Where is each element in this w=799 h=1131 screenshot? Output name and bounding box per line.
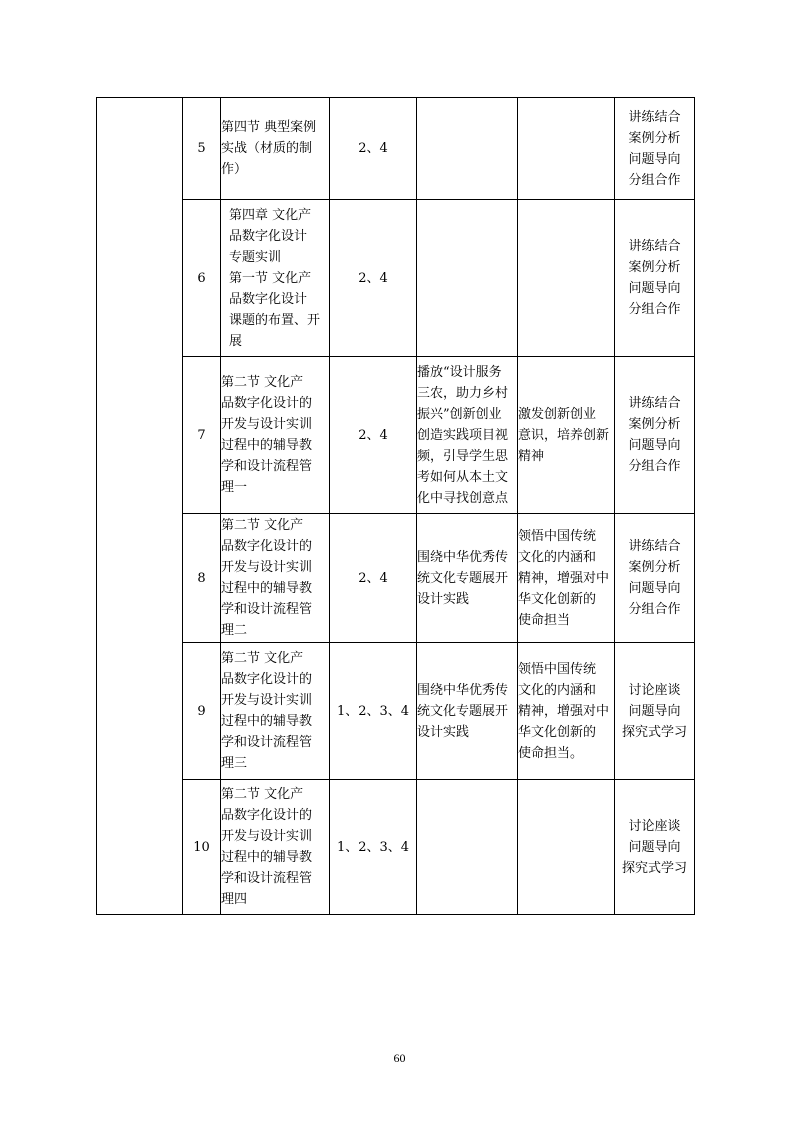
content-line: 品数字化设计的	[221, 672, 313, 687]
hours-cell: 1、2、3、4	[330, 780, 417, 915]
content-line: 开发与设计实训	[221, 829, 313, 844]
table-body	[97, 98, 695, 915]
content-line: 过程中的辅导教	[221, 438, 313, 453]
content-cell	[221, 200, 330, 357]
content-line: 课题的布置、开	[229, 312, 321, 328]
method-cell	[615, 357, 695, 514]
method-line: 探究式学习	[621, 860, 687, 876]
ideology-line: 统文化专题展开	[417, 570, 509, 586]
hours-cell: 2、4	[330, 98, 417, 200]
ideology-line: 围绕中华优秀传	[417, 549, 509, 565]
method-line: 讲练结合	[628, 539, 681, 554]
method-line: 案例分析	[628, 560, 681, 575]
content-line: 理二	[221, 623, 248, 638]
goal-line: 精神，增强对中	[518, 570, 610, 586]
ideology-line: 播放“设计服务	[417, 364, 502, 380]
content-line: 品数字化设计的	[221, 808, 313, 823]
content-line: 第四节 典型案例	[221, 120, 317, 135]
table-row	[97, 643, 695, 780]
method-line: 讨论座谈	[628, 818, 681, 834]
ideology-line: 考如何从本土文	[417, 469, 509, 485]
method-line: 案例分析	[628, 417, 681, 432]
method-cell	[615, 514, 695, 643]
goal-line: 精神，增强对中	[518, 703, 610, 719]
goal-line: 领悟中国传统	[518, 528, 597, 544]
ideology-cell	[417, 780, 518, 915]
ideology-line: 频，引导学生思	[417, 448, 509, 464]
hours-cell: 1、2、3、4	[330, 643, 417, 780]
goal-cell	[518, 780, 615, 915]
goal-line: 使命担当	[518, 612, 571, 628]
ideology-line: 设计实践	[417, 724, 470, 740]
ideology-line: 三农，助力乡村	[417, 385, 509, 401]
goal-line: 文化的内涵和	[518, 549, 597, 565]
method-line: 问题导向	[628, 151, 681, 167]
content-line: 品数字化设计	[229, 291, 308, 307]
goal-line: 激发创新创业	[518, 406, 597, 422]
method-cell	[615, 200, 695, 357]
merged-blank-cell	[97, 98, 183, 915]
session-number: 7	[183, 357, 221, 514]
table-row	[97, 780, 695, 915]
content-line: 展	[229, 333, 243, 349]
ideology-cell	[417, 357, 518, 514]
method-line: 讲练结合	[628, 396, 681, 411]
method-line: 分组合作	[628, 302, 681, 317]
session-number: 8	[183, 514, 221, 643]
goal-line: 华文化创新的	[518, 591, 597, 607]
goal-line: 使命担当。	[518, 745, 584, 761]
page-number: 60	[393, 1051, 406, 1065]
content-line: 品数字化设计	[229, 228, 308, 244]
teaching-schedule-table	[96, 97, 695, 915]
goal-line: 华文化创新的	[518, 724, 597, 740]
method-cell	[615, 98, 695, 200]
method-line: 问题导向	[628, 703, 681, 719]
content-line: 第二节 文化产	[221, 651, 304, 666]
table-row	[97, 357, 695, 514]
goal-cell	[518, 98, 615, 200]
method-line: 分组合作	[628, 459, 681, 474]
content-line: 学和设计流程管	[221, 602, 313, 617]
ideology-cell	[417, 643, 518, 780]
content-line: 第四章 文化产	[229, 207, 312, 223]
ideology-line: 设计实践	[417, 591, 470, 607]
method-line: 讨论座谈	[628, 682, 681, 698]
table-row	[97, 200, 695, 357]
content-line: 理四	[221, 892, 248, 907]
method-line: 分组合作	[628, 172, 681, 188]
goal-cell	[518, 643, 615, 780]
content-line: 第一节 文化产	[229, 270, 312, 286]
method-cell	[615, 780, 695, 915]
method-line: 案例分析	[628, 130, 681, 146]
content-line: 开发与设计实训	[221, 693, 313, 708]
content-line: 学和设计流程管	[221, 735, 313, 750]
method-line: 讲练结合	[628, 109, 681, 125]
content-line: 理三	[221, 756, 248, 771]
content-line: 过程中的辅导教	[221, 714, 313, 729]
content-line: 第二节 文化产	[221, 787, 304, 802]
session-number: 10	[183, 780, 221, 915]
goal-line: 意识，培养创新	[518, 427, 610, 443]
session-number: 9	[183, 643, 221, 780]
content-cell	[221, 357, 330, 514]
ideology-line: 化中寻找创意点	[417, 490, 509, 506]
ideology-line: 统文化专题展开	[417, 703, 509, 719]
ideology-cell	[417, 98, 518, 200]
content-cell	[221, 98, 330, 200]
method-line: 案例分析	[628, 260, 681, 275]
content-line: 第二节 文化产	[221, 518, 304, 533]
content-line: 理一	[221, 480, 248, 495]
method-line: 问题导向	[628, 438, 681, 453]
method-line: 分组合作	[628, 602, 681, 617]
ideology-cell	[417, 514, 518, 643]
goal-line: 文化的内涵和	[518, 682, 597, 698]
goal-cell	[518, 200, 615, 357]
ideology-line: 振兴”创新创业	[417, 406, 502, 422]
content-line: 专题实训	[229, 249, 282, 265]
session-number: 6	[183, 200, 221, 357]
content-line: 开发与设计实训	[221, 417, 313, 432]
content-line: 第二节 文化产	[221, 375, 304, 390]
content-line: 过程中的辅导教	[221, 581, 313, 596]
method-line: 探究式学习	[621, 724, 687, 740]
content-line: 学和设计流程管	[221, 871, 313, 886]
content-line: 品数字化设计的	[221, 539, 313, 554]
table-row	[97, 514, 695, 643]
content-line: 作）	[221, 162, 248, 177]
content-cell	[221, 514, 330, 643]
content-cell	[221, 643, 330, 780]
ideology-line: 围绕中华优秀传	[417, 682, 509, 698]
method-line: 问题导向	[628, 581, 681, 596]
session-number: 5	[183, 98, 221, 200]
content-line: 学和设计流程管	[221, 459, 313, 474]
content-line: 开发与设计实训	[221, 560, 313, 575]
ideology-cell	[417, 200, 518, 357]
hours-cell: 2、4	[330, 200, 417, 357]
content-line: 实战（材质的制	[221, 141, 313, 156]
hours-cell: 2、4	[330, 514, 417, 643]
hours-cell: 2、4	[330, 357, 417, 514]
goal-line: 领悟中国传统	[518, 661, 597, 677]
goal-cell	[518, 514, 615, 643]
goal-cell	[518, 357, 615, 514]
method-line: 问题导向	[628, 839, 681, 855]
content-line: 品数字化设计的	[221, 396, 313, 411]
table-row	[97, 98, 695, 200]
goal-line: 精神	[518, 448, 545, 464]
method-line: 讲练结合	[628, 239, 681, 254]
content-cell	[221, 780, 330, 915]
method-line: 问题导向	[628, 281, 681, 296]
method-cell	[615, 643, 695, 780]
content-line: 过程中的辅导教	[221, 850, 313, 865]
ideology-line: 创造实践项目视	[417, 427, 509, 443]
